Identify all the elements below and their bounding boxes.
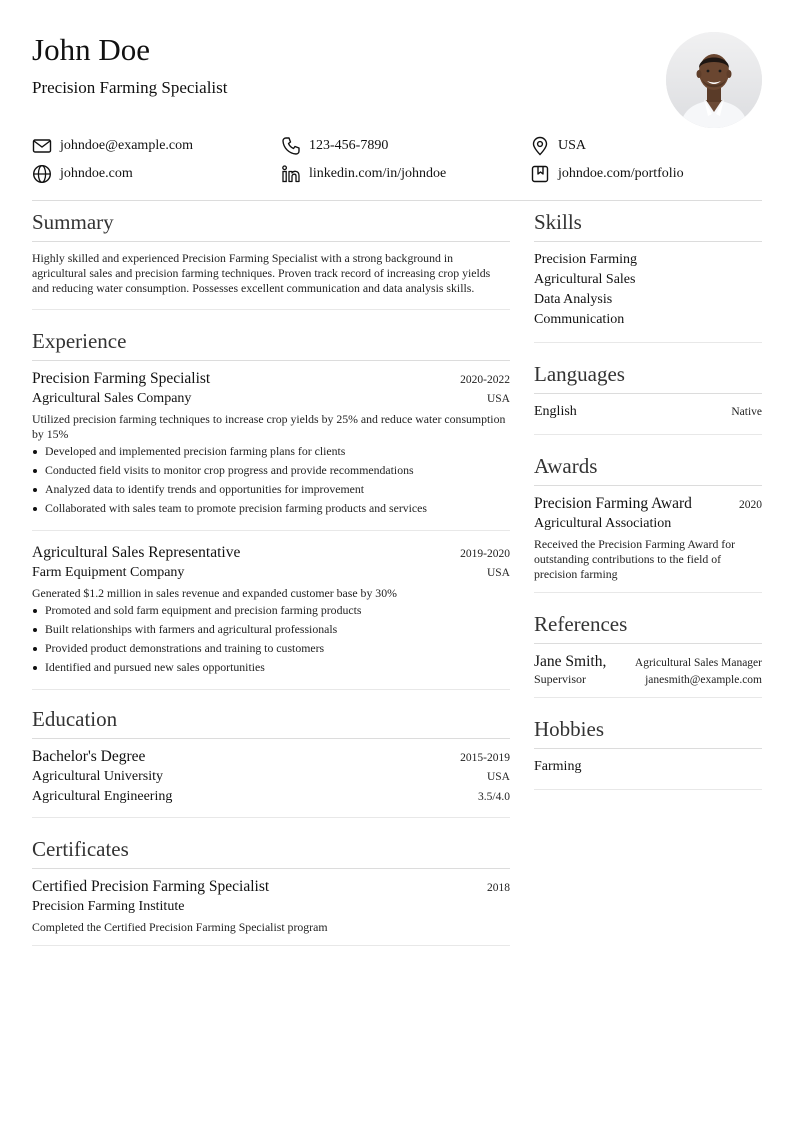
- main-column: [32, 201, 510, 946]
- experience-heading: Experience: [32, 320, 510, 361]
- contact-website-text: johndoe.com: [60, 166, 133, 181]
- job-location: USA: [486, 393, 510, 405]
- candidate-title: Precision Farming Specialist: [32, 78, 228, 97]
- resume-page: [32, 0, 762, 1123]
- education-location: USA: [486, 771, 510, 783]
- hobbies-list: [534, 749, 762, 790]
- job-bullets: [32, 603, 510, 675]
- contact-linkedin[interactable]: [281, 163, 446, 185]
- awards-heading: Awards: [534, 445, 762, 486]
- contact-email-text: johndoe@example.com: [60, 138, 194, 153]
- contact-phone-text: 123-456-7890: [309, 138, 389, 153]
- list-item: Communication: [534, 312, 625, 327]
- job-dates: 2019-2020: [460, 548, 510, 560]
- contact-email[interactable]: [32, 135, 193, 157]
- job-title: Agricultural Sales Representative: [32, 544, 241, 561]
- certificate-year: 2018: [487, 882, 510, 894]
- phone-icon: [281, 136, 301, 156]
- linkedin-icon: [281, 164, 301, 184]
- education-dates: 2015-2019: [460, 752, 510, 764]
- reference-entry: [534, 644, 762, 698]
- award-title: Precision Farming Award: [534, 495, 692, 512]
- degree: Bachelor's Degree: [32, 748, 146, 765]
- education-heading: Education: [32, 698, 510, 739]
- award-year: 2020: [739, 499, 762, 511]
- contact-linkedin-text: linkedin.com/in/johndoe: [309, 166, 447, 181]
- job-location: USA: [486, 567, 510, 579]
- language-name: English: [534, 404, 577, 419]
- summary-heading: Summary: [32, 201, 510, 242]
- list-item: Farming: [534, 759, 582, 774]
- skills-heading: Skills: [534, 201, 762, 242]
- avatar-photo: [666, 32, 762, 128]
- list-item: Data Analysis: [534, 292, 613, 307]
- languages-section: [534, 353, 762, 435]
- certificate-description: Completed the Certified Precision Farming Specialist program: [32, 920, 328, 934]
- language-entry: [534, 394, 762, 435]
- avatar: [666, 32, 762, 128]
- mail-icon: [32, 136, 52, 156]
- skills-section: [534, 201, 762, 343]
- contact-website[interactable]: [32, 163, 133, 185]
- certificates-heading: Certificates: [32, 828, 510, 869]
- reference-relation: Supervisor: [534, 672, 586, 686]
- list-item: Promoted and sold farm equipment and precision farming products: [32, 603, 510, 618]
- contact-portfolio[interactable]: [530, 163, 684, 185]
- summary-text: Highly skilled and experienced Precision Farming Specialist with a strong background in agricultural sales and precision farming techniques. Proven track record of increasing crop yields and reducing water consumption. Possesses excellent communication and data analysis skills.: [32, 242, 510, 310]
- list-item: Developed and implemented precision farming plans for clients: [32, 444, 510, 459]
- awards-section: [534, 445, 762, 593]
- summary-section: [32, 201, 510, 310]
- education-section: [32, 698, 510, 818]
- globe-icon: [32, 164, 52, 184]
- certificates-section: [32, 828, 510, 946]
- list-item: Provided product demonstrations and training to customers: [32, 641, 510, 656]
- certificate-issuer: Precision Farming Institute: [32, 899, 185, 914]
- job-description: Generated $1.2 million in sales revenue and expanded customer base by 30%: [32, 586, 397, 600]
- award-description: Received the Precision Farming Award for outstanding contributions to the field of precision farming: [534, 537, 736, 581]
- languages-heading: Languages: [534, 353, 762, 394]
- list-item: Identified and pursued new sales opportunities: [32, 660, 510, 675]
- hobbies-heading: Hobbies: [534, 708, 762, 749]
- references-heading: References: [534, 603, 762, 644]
- reference-name: Jane Smith,: [534, 653, 607, 670]
- experience-entry: [32, 361, 510, 531]
- candidate-name: John Doe: [32, 32, 150, 67]
- contact-location: [530, 135, 586, 157]
- school: Agricultural University: [32, 769, 164, 784]
- reference-position: Agricultural Sales Manager: [634, 657, 762, 669]
- references-section: [534, 603, 762, 698]
- award-issuer: Agricultural Association: [534, 516, 672, 531]
- field-of-study: Agricultural Engineering: [32, 789, 173, 804]
- job-title: Precision Farming Specialist: [32, 370, 211, 387]
- list-item: Agricultural Sales: [534, 272, 636, 287]
- job-bullets: [32, 444, 510, 516]
- list-item: Precision Farming: [534, 252, 638, 267]
- reference-email[interactable]: janesmith@example.com: [645, 674, 762, 686]
- gpa: 3.5/4.0: [478, 791, 510, 803]
- job-dates: 2020-2022: [460, 374, 510, 386]
- skills-list: [534, 242, 762, 343]
- education-entry: [32, 739, 510, 818]
- language-level: Native: [731, 406, 762, 418]
- job-description: Utilized precision farming techniques to increase crop yields by 25% and reduce water consumption by 15%: [32, 412, 506, 441]
- portfolio-icon: [530, 164, 550, 184]
- side-column: [534, 201, 762, 790]
- contact-phone[interactable]: [281, 135, 388, 157]
- job-company: Agricultural Sales Company: [32, 391, 192, 406]
- hobbies-section: [534, 708, 762, 790]
- experience-entry: [32, 531, 510, 690]
- award-entry: [534, 486, 762, 593]
- experience-section: [32, 320, 510, 690]
- list-item: Collaborated with sales team to promote precision farming products and services: [32, 501, 510, 516]
- list-item: Built relationships with farmers and agricultural professionals: [32, 622, 510, 637]
- certificate-entry: [32, 869, 510, 946]
- job-company: Farm Equipment Company: [32, 565, 185, 580]
- contact-portfolio-text: johndoe.com/portfolio: [558, 166, 684, 181]
- list-item: Conducted field visits to monitor crop progress and provide recommendations: [32, 463, 510, 478]
- location-pin-icon: [530, 136, 550, 156]
- certificate-name: Certified Precision Farming Specialist: [32, 878, 270, 895]
- contact-location-text: USA: [558, 138, 587, 153]
- list-item: Analyzed data to identify trends and opportunities for improvement: [32, 482, 510, 497]
